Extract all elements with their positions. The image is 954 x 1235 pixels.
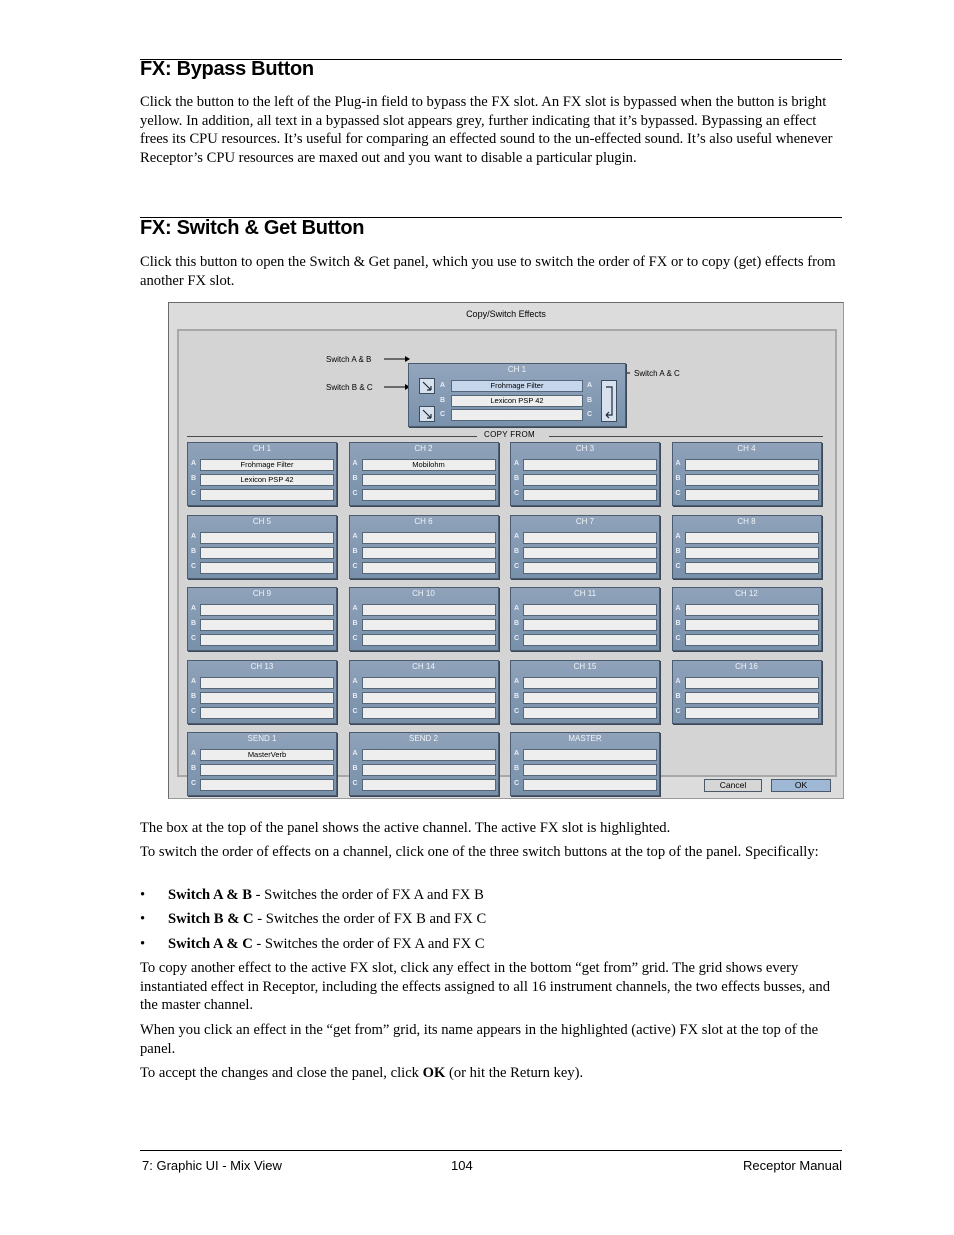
bullet-term: Switch A & C [168,936,253,952]
channel-box [510,515,660,579]
slot-letter: B [191,692,197,700]
effect-slot[interactable] [523,619,657,631]
slot-letter: B [352,547,358,555]
slot-letter: C [675,562,681,570]
effect-slot[interactable] [362,749,496,761]
footer-chapter: 7: Graphic UI - Mix View [142,1158,282,1173]
effect-slot[interactable] [200,779,334,791]
effect-slot[interactable] [523,692,657,704]
slot-letter: C [675,707,681,715]
slot-letter: A [352,532,358,540]
effect-slot[interactable] [362,489,496,501]
slot-letter: B [514,765,520,772]
slot-letter: C [352,780,358,787]
slot-letter: B [514,620,520,627]
slot-letter: C [352,562,358,570]
paragraph-active-channel: The box at the top of the panel shows the active channel. The active FX slot is highlighted. [140,820,671,836]
slot-letter: C [514,780,520,787]
bullet-term: Switch B & C [168,911,254,927]
slot-letter: C [352,707,358,715]
effect-slot[interactable] [685,677,819,689]
bullet-desc: - Switches the order of FX B and FX C [253,911,487,927]
slot-letter: B [352,692,358,700]
effect-slot[interactable] [200,634,334,646]
accept-text-after: (or hit the Return key). [445,1065,584,1081]
slot-letter: A [191,460,197,467]
slot-letter: B [352,765,358,772]
footer-page-number: 104 [451,1158,473,1173]
effect-slot[interactable] [200,692,334,704]
effect-slot[interactable] [523,562,657,574]
slot-letter: C [587,411,593,418]
effect-slot[interactable] [362,547,496,559]
slot-letter: A [587,382,593,389]
channel-name: CH 12 [735,589,758,598]
channel-name: CH 15 [573,661,597,671]
effect-slot[interactable] [685,532,819,544]
slot-letter: C [514,635,520,642]
copy-from-divider [549,436,823,437]
channel-box [349,732,499,796]
slot-letter: B [352,475,358,482]
effect-slot[interactable] [200,619,334,631]
effect-slot[interactable] [523,474,657,486]
effect-slot[interactable] [200,547,334,559]
switch-bc-annotation: Switch B & C [326,383,373,392]
effect-slot[interactable] [685,489,819,501]
slot-letter: A [675,605,681,612]
channel-box [349,515,499,579]
switch-get-paragraph: Click this button to open the Switch & Get panel, which you use to switch the order of FX or to copy (get) effects from another FX slot. [140,254,836,289]
channel-box [510,587,660,651]
effect-slot[interactable] [200,677,334,689]
slot-letter: C [352,635,358,642]
effect-slot[interactable] [685,459,819,471]
channel-name: CH 11 [573,589,597,598]
slot-letter: A [514,532,520,540]
slot-letter: C [514,490,520,497]
slot-letter: A [514,677,520,685]
effect-slot[interactable] [523,532,657,544]
channel-name: CH 2 [414,444,433,453]
dialog-title: Copy/Switch Effects [466,309,546,319]
effect-slot[interactable] [685,692,819,704]
channel-name: CH 10 [412,589,435,598]
effect-slot[interactable] [362,619,496,631]
cancel-button[interactable]: Cancel [704,779,762,792]
channel-box [510,732,660,796]
slot-letter: A [191,750,197,757]
effect-slot[interactable] [523,604,657,616]
effect-slot[interactable] [523,707,657,719]
effect-slot[interactable] [200,707,334,719]
effect-slot[interactable] [685,634,819,646]
slot-letter: C [514,707,520,715]
copy-from-label: COPY FROM [484,430,536,439]
ok-button[interactable]: OK [771,779,831,792]
slot-letter: A [514,460,520,467]
section-heading-switch-get: FX: Switch & Get Button [140,217,365,239]
effect-slot[interactable] [362,707,496,719]
slot-letter: A [191,605,197,612]
accept-text-before: To accept the changes and close the panel, click [140,1065,423,1081]
channel-name: CH 6 [414,516,433,526]
effect-slot[interactable] [685,562,819,574]
channel-name: CH 7 [575,516,595,526]
effect-slot[interactable] [200,764,334,776]
effect-slot[interactable] [200,532,334,544]
bullet-desc: - Switches the order of FX A and FX B [251,887,484,903]
slot-letter: A [514,605,520,612]
channel-box [349,587,499,651]
slot-letter: C [191,562,197,570]
effect-slot[interactable] [200,562,334,574]
slot-letter: B [352,620,358,627]
channel-name: SEND 2 [409,734,438,743]
active-channel-box [408,363,626,427]
slot-letter: C [191,490,197,497]
slot-letter: B [587,397,593,404]
effect-slot[interactable] [200,489,334,501]
effect-slot[interactable] [523,547,657,559]
slot-letter: A [352,460,358,467]
effect-slot[interactable]: Mobilohm [362,459,496,471]
effect-slot[interactable]: Frohmage Filter [200,459,334,471]
slot-letter: B [191,547,197,555]
effect-slot[interactable] [685,619,819,631]
footer-manual-title: Receptor Manual [743,1158,842,1173]
channel-name: CH 9 [252,589,272,598]
switch-ab-annotation: Switch A & B [326,355,372,364]
channel-name: CH 3 [575,444,595,453]
slot-letter: A [675,532,681,540]
slot-letter: B [191,765,197,772]
slot-letter: B [191,475,197,482]
channel-box [672,442,822,506]
slot-letter: C [191,707,197,715]
effect-slot[interactable] [523,489,657,501]
effect-slot[interactable] [685,604,819,616]
paragraph-get-from-grid: When you click an effect in the “get from” grid, its name appears in the highlighted (active) FX slot at the top of the panel. [140,1022,819,1057]
switch-arrow-icon [420,407,434,421]
channel-name: SEND 1 [247,734,277,743]
channel-name: MASTER [568,734,602,743]
channel-name: CH 16 [735,661,758,671]
slot-letter: C [352,490,358,497]
slot-letter: C [440,411,446,418]
slot-letter: C [675,635,681,642]
effect-slot[interactable] [362,634,496,646]
copy-from-divider [187,436,477,437]
active-slot-b[interactable]: Lexicon PSP 42 [451,395,583,407]
effect-slot[interactable] [362,532,496,544]
bullet-mark: • [140,887,146,903]
footer-rule [140,1150,842,1151]
effect-slot[interactable] [362,562,496,574]
channel-box [672,660,822,724]
bullet-mark: • [140,911,146,927]
bullet-term: Switch A & B [168,887,252,903]
channel-name: CH 8 [737,516,756,526]
slot-letter: B [675,620,681,627]
channel-box [187,442,337,506]
channel-box [510,660,660,724]
slot-letter: B [675,692,681,700]
bullet-desc: - Switches the order of FX A and FX C [252,936,485,952]
slot-letter: B [675,475,681,482]
slot-letter: B [440,397,446,404]
slot-letter: A [440,382,446,389]
active-slot-c[interactable] [451,409,583,421]
channel-box [672,515,822,579]
slot-letter: C [191,780,197,787]
slot-letter: C [514,562,520,570]
effect-slot[interactable] [362,692,496,704]
effect-slot[interactable] [685,474,819,486]
slot-letter: B [514,547,520,555]
effect-slot[interactable] [685,707,819,719]
switch-ab-button[interactable] [419,378,435,394]
switch-arrow-icon [602,381,616,421]
slot-letter: A [352,677,358,685]
slot-letter: B [514,692,520,700]
channel-box [510,442,660,506]
effect-slot[interactable] [362,779,496,791]
effect-slot[interactable] [523,779,657,791]
channel-name: CH 14 [412,661,435,671]
effect-slot[interactable] [523,459,657,471]
slot-letter: C [191,635,197,642]
channel-box [187,587,337,651]
effect-slot[interactable] [523,677,657,689]
switch-arrow-icon [420,379,434,393]
paragraph-copy-effect: To copy another effect to the active FX slot, click any effect in the bottom “get from” grid. The grid shows every instantiated effect in Receptor, including the effects assigned to all 16 instrument channels, the two effects busses, and the master channel. [140,960,830,1014]
effect-slot[interactable]: Lexicon PSP 42 [200,474,334,486]
effect-slot[interactable] [523,749,657,761]
effect-slot[interactable] [362,474,496,486]
effect-slot[interactable]: MasterVerb [200,749,334,761]
effect-slot[interactable] [362,604,496,616]
switch-ac-button[interactable] [601,380,617,422]
slot-letter: A [191,532,197,540]
effect-slot[interactable] [523,634,657,646]
switch-bc-button[interactable] [419,406,435,422]
bullet-mark: • [140,936,146,952]
active-slot-a[interactable]: Frohmage Filter [451,380,583,392]
slot-letter: A [675,677,681,685]
slot-letter: C [675,490,681,497]
slot-letter: A [352,750,358,757]
channel-box [187,660,337,724]
effect-slot[interactable] [685,547,819,559]
paragraph-accept-changes [140,1064,842,1083]
effect-slot[interactable] [200,604,334,616]
channel-box [187,732,337,796]
channel-box [349,660,499,724]
accept-text-ok: OK [422,1065,446,1081]
slot-letter: A [514,750,520,757]
slot-letter: A [191,677,197,685]
bypass-paragraph: Click the button to the left of the Plug-in field to bypass the FX slot. An FX slot is bypassed when the button is bright yellow. In addition, all text in a bypassed slot appears grey, further indicating that it’s bypassed. Bypassing an effect frees its CPU resources. It’s useful for comparing an effected sound to the un-effected sound. It’s also useful whenever Receptor’s CPU resources are maxed out and you want to disable a particular plugin. [140,94,833,166]
paragraph-switch-order: To switch the order of effects on a channel, click one of the three switch buttons at the top of the panel. Specifically: [140,844,819,860]
channel-name: CH 1 [252,444,272,453]
slot-letter: B [514,475,520,482]
slot-letter: B [675,547,681,555]
channel-name: CH 13 [250,661,274,671]
channel-name: CH 5 [252,516,272,526]
section-heading-bypass: FX: Bypass Button [140,58,314,80]
switch-ac-annotation: Switch A & C [634,369,680,378]
slot-letter: B [191,620,197,627]
active-channel-name: CH 1 [507,365,527,374]
channel-box [349,442,499,506]
channel-box [187,515,337,579]
effect-slot[interactable] [362,677,496,689]
copy-switch-effects-dialog [168,302,844,799]
channel-name: CH 4 [737,444,756,453]
effect-slot[interactable] [523,764,657,776]
effect-slot[interactable] [362,764,496,776]
slot-letter: A [352,605,358,612]
channel-box [672,587,822,651]
slot-letter: A [675,460,681,467]
